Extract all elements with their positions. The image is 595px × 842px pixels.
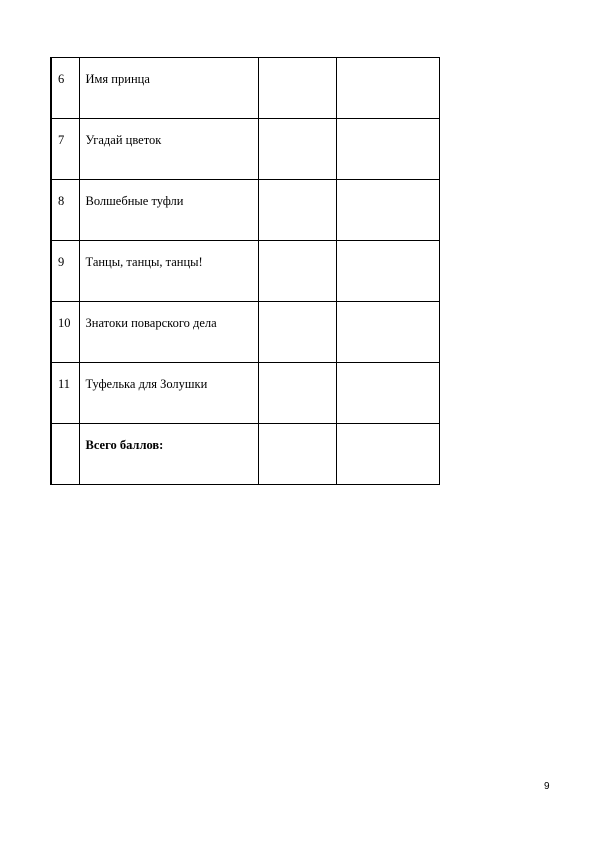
- score-cell: [258, 363, 336, 424]
- table-row: [51, 58, 439, 119]
- table-row: [51, 363, 439, 424]
- row-number: [51, 424, 79, 485]
- row-number: 8: [51, 180, 79, 241]
- score-cell: [258, 302, 336, 363]
- total-label: Всего баллов:: [79, 424, 258, 485]
- score-cell: [258, 424, 336, 485]
- score-cell: [336, 180, 439, 241]
- row-number: 10: [51, 302, 79, 363]
- row-number: 7: [51, 119, 79, 180]
- page-number: 9: [544, 781, 550, 792]
- contest-name: Знатоки поварского дела: [79, 302, 258, 363]
- score-cell: [258, 58, 336, 119]
- score-cell: [336, 302, 439, 363]
- score-cell: [258, 241, 336, 302]
- contest-name: Танцы, танцы, танцы!: [79, 241, 258, 302]
- score-cell: [336, 241, 439, 302]
- score-table: [50, 57, 440, 485]
- score-cell: [258, 180, 336, 241]
- score-cell: [336, 119, 439, 180]
- score-cell: [336, 363, 439, 424]
- contest-name: Имя принца: [79, 58, 258, 119]
- contest-name: Волшебные туфли: [79, 180, 258, 241]
- score-cell: [336, 58, 439, 119]
- row-number: 11: [51, 363, 79, 424]
- contest-name: Угадай цветок: [79, 119, 258, 180]
- table-row: [51, 241, 439, 302]
- row-number: 6: [51, 58, 79, 119]
- total-row: [51, 424, 439, 485]
- table-row: [51, 180, 439, 241]
- table-row: [51, 119, 439, 180]
- row-number: 9: [51, 241, 79, 302]
- score-cell: [258, 119, 336, 180]
- table-row: [51, 302, 439, 363]
- contest-name: Туфелька для Золушки: [79, 363, 258, 424]
- score-cell: [336, 424, 439, 485]
